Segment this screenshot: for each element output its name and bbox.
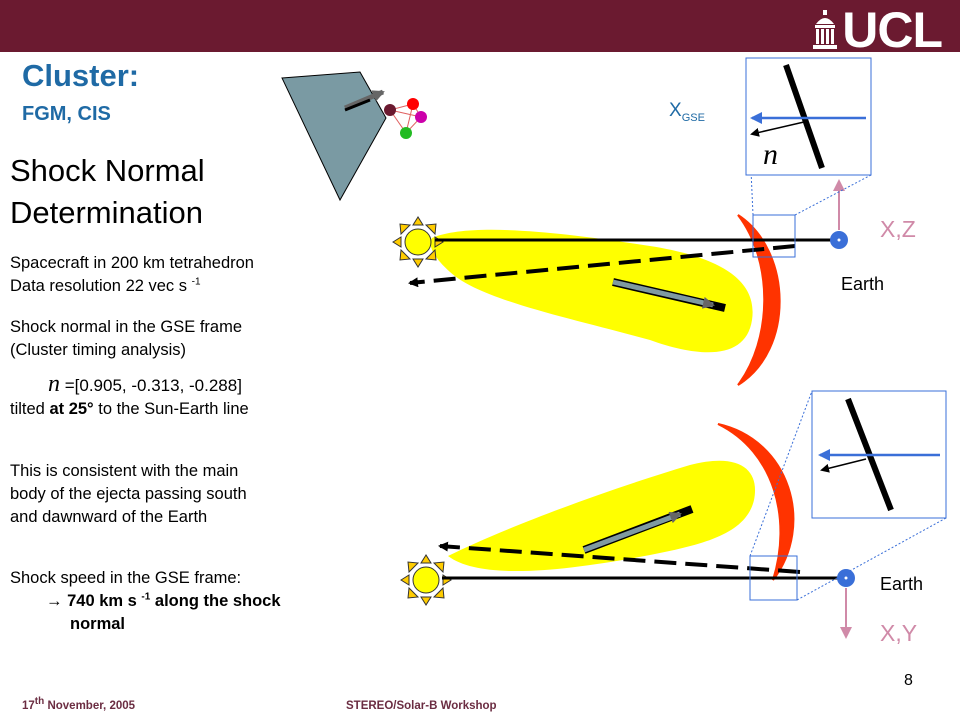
top-panel-xz [393,58,871,385]
normal-vector: n =[0.905, -0.313, -0.288] [48,371,242,397]
normal-symbol: n [48,371,60,397]
shock-normal-line1: Shock normal in the GSE frame [10,318,243,336]
xy-frame-label: X,Y [880,620,918,646]
resolution-line: Data resolution 22 vec s $^{-1}$ [10,276,201,295]
speed-heading: Shock speed in the GSE frame: [10,569,242,587]
page-number: 8 [904,672,913,689]
tilt-line: tilted at 25° to the Sun-Earth line [10,400,249,418]
footer-workshop: STEREO/Solar-B Workshop [346,700,497,712]
slide-subtitle: FGM, CIS [22,103,111,125]
section-heading: Shock Normal Determination [10,153,205,230]
logo-text: UCL [842,2,942,58]
shock-normal-info [10,316,242,362]
spacecraft-info [10,252,254,298]
consistency-text: This is consistent with the main body of the ejecta passing south and dawnward of the Earth [10,462,247,526]
sun-icon-bottom [401,555,451,605]
x-gse-label: $X_{GSE}$ [669,100,705,124]
speed-value: → 740 km s $^{-1}$ along the shock normal [46,591,281,633]
xz-frame-label: X,Z [880,216,916,242]
footer-date: 17th November, 2005 [22,696,136,712]
ejecta-cloud-bottom [448,461,755,571]
sun-icon-top [393,217,443,267]
ejecta-cloud-top [431,230,753,352]
spacecraft-line: Spacecraft in 200 km tetrahedron [10,254,254,272]
earth-label-top: Earth [841,274,885,294]
normal-label: n [763,138,778,171]
slide-title: Cluster: [22,58,140,93]
earth-label-bottom: Earth [880,574,924,594]
bottom-panel-xy [401,391,946,637]
shock-normal-line2: (Cluster timing analysis) [10,341,187,359]
